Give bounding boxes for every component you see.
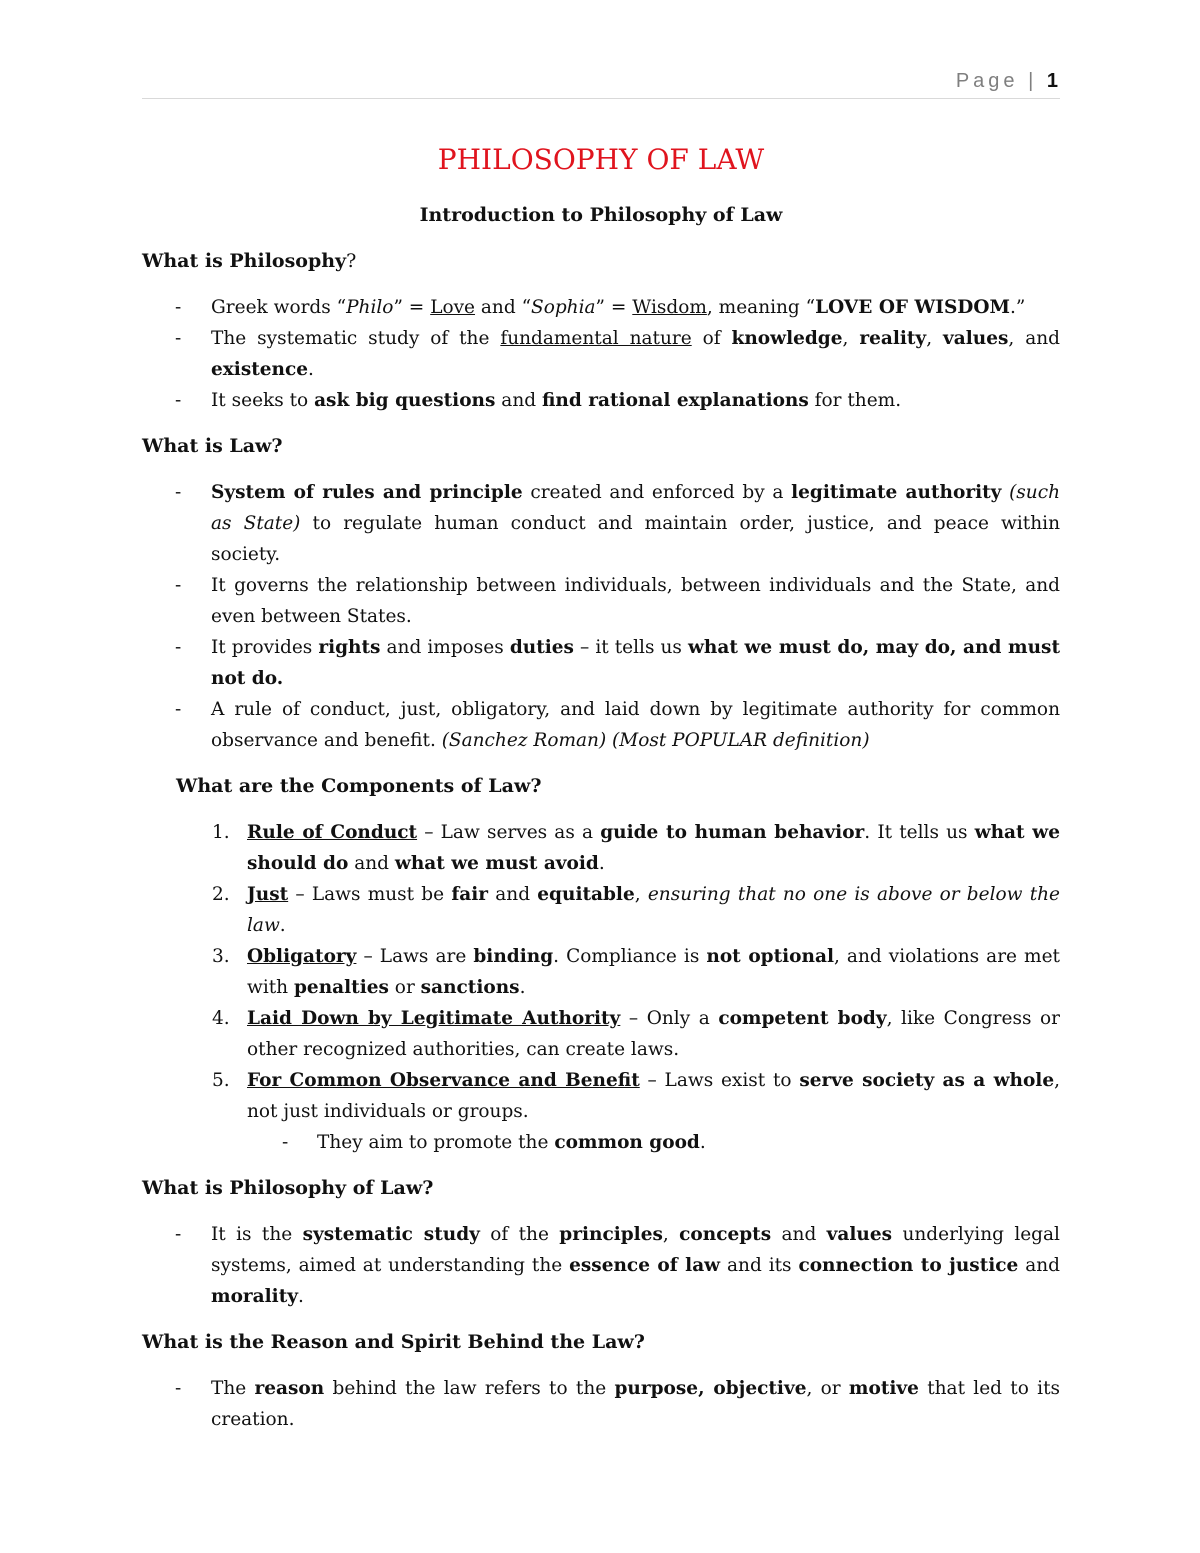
numbered-item: 1. Rule of Conduct – Law serves as a guide to human behavior. It tells us what we should do and what we must avoid.	[142, 817, 1060, 879]
section-heading-law: What is Law?	[142, 435, 283, 457]
section-heading-philosophy: What is Philosophy?	[142, 250, 357, 272]
bullet-dash: -	[175, 482, 182, 503]
list-item: - Greek words “Philo” = Love and “Sophia” = Wisdom, meaning “LOVE OF WISDOM.”	[142, 292, 1060, 323]
list-item: - It seeks to ask big questions and find rational explanations for them.	[142, 385, 1060, 416]
numbered-item: 3. Obligatory – Laws are binding. Compliance is not optional, and violations are met with penalties or sanctions.	[142, 941, 1060, 1003]
components-list	[142, 817, 1060, 1158]
numbered-item: 4. Laid Down by Legitimate Authority – Only a competent body, like Congress or other recognized authorities, can create laws.	[142, 1003, 1060, 1065]
list-item: - It provides rights and imposes duties – it tells us what we must do, may do, and must not do.	[142, 632, 1060, 694]
reason-spirit-list	[142, 1373, 1060, 1435]
section-heading-components: What are the Components of Law?	[176, 775, 542, 797]
bullet-dash: -	[175, 328, 182, 349]
list-item: - The reason behind the law refers to the purpose, objective, or motive that led to its creation.	[142, 1373, 1060, 1435]
numbered-item: 2. Just – Laws must be fair and equitable, ensuring that no one is above or below the law.	[142, 879, 1060, 941]
bullet-dash: -	[175, 699, 182, 720]
list-item: - It is the systematic study of the principles, concepts and values underlying legal systems, aimed at understanding the essence of law and its connection to justice and morality.	[142, 1219, 1060, 1312]
bullet-dash: -	[175, 390, 182, 411]
section-heading-reason-spirit: What is the Reason and Spirit Behind the Law?	[142, 1331, 645, 1353]
item-number: 4.	[212, 1008, 230, 1029]
sub-list-item: - They aim to promote the common good.	[142, 1127, 1060, 1158]
philosophy-of-law-list	[142, 1219, 1060, 1312]
philosophy-list	[142, 292, 1060, 416]
page-label: Page |	[955, 70, 1038, 92]
bullet-dash: -	[175, 297, 182, 318]
item-number: 3.	[212, 946, 230, 967]
list-item: - System of rules and principle created and enforced by a legitimate authority (such as State) to regulate human conduct and maintain order, justice, and peace within society.	[142, 477, 1060, 570]
list-item: - A rule of conduct, just, obligatory, and laid down by legitimate authority for common observance and benefit. (Sanchez Roman) (Most POPULAR definition)	[142, 694, 1060, 756]
numbered-item: 5. For Common Observance and Benefit – Laws exist to serve society as a whole, not just individuals or groups.	[142, 1065, 1060, 1127]
item-number: 5.	[212, 1070, 230, 1091]
bullet-dash: -	[175, 1378, 182, 1399]
document-body	[142, 140, 1060, 1450]
law-list	[142, 477, 1060, 756]
list-item: - It governs the relationship between individuals, between individuals and the State, and even between States.	[142, 570, 1060, 632]
list-item: - The systematic study of the fundamental nature of knowledge, reality, values, and existence.	[142, 323, 1060, 385]
document-title: PHILOSOPHY OF LAW	[437, 143, 765, 176]
item-number: 2.	[212, 884, 230, 905]
bullet-dash: -	[175, 575, 182, 596]
bullet-dash: -	[282, 1132, 289, 1153]
page-header	[142, 70, 1058, 93]
bullet-dash: -	[175, 1224, 182, 1245]
section-heading-philosophy-of-law: What is Philosophy of Law?	[142, 1177, 434, 1199]
page-number: 1	[1046, 70, 1058, 92]
header-divider	[142, 98, 1060, 99]
item-number: 1.	[212, 822, 230, 843]
bullet-dash: -	[175, 637, 182, 658]
document-subtitle: Introduction to Philosophy of Law	[419, 204, 783, 226]
